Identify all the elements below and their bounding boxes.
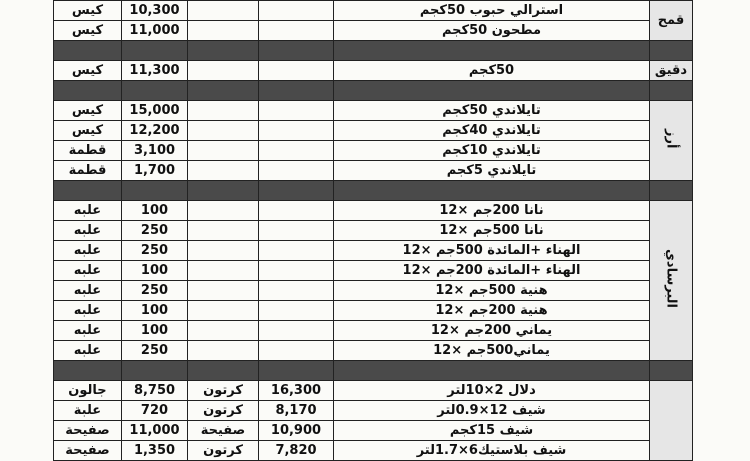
table-row	[54, 21, 693, 41]
separator-cell	[334, 81, 650, 101]
category-label: أرز	[663, 128, 679, 149]
unit-cell: كيس	[54, 101, 122, 121]
price-cell: 1,350	[122, 441, 188, 461]
pack-unit-cell	[188, 221, 259, 241]
pack-price-cell	[259, 301, 334, 321]
pack-unit-cell	[188, 321, 259, 341]
separator-cell	[54, 81, 122, 101]
separator-cell	[122, 361, 188, 381]
item-name-cell: شيف 12×0.9لتر	[334, 401, 650, 421]
pack-price-cell	[259, 1, 334, 21]
pack-unit-cell: كرتون	[188, 441, 259, 461]
unit-cell: علبه	[54, 341, 122, 361]
unit-cell: كيس	[54, 121, 122, 141]
pack-unit-cell	[188, 261, 259, 281]
price-cell: 100	[122, 321, 188, 341]
unit-cell: جالون	[54, 381, 122, 401]
item-name-cell: 50كجم	[334, 61, 650, 81]
unit-cell: قطمة	[54, 141, 122, 161]
pack-price-cell	[259, 101, 334, 121]
table-row	[54, 101, 693, 121]
price-cell: 11,000	[122, 21, 188, 41]
category-label: قمح	[657, 13, 685, 28]
pack-unit-cell	[188, 61, 259, 81]
price-cell: 100	[122, 201, 188, 221]
pack-price-cell	[259, 321, 334, 341]
table-row	[54, 221, 693, 241]
price-table	[53, 0, 693, 461]
group-separator	[54, 81, 693, 101]
pack-unit-cell	[188, 341, 259, 361]
item-name-cell: تايلاندي 5كجم	[334, 161, 650, 181]
pack-price-cell	[259, 201, 334, 221]
pack-price-cell: 16,300	[259, 381, 334, 401]
table-row	[54, 141, 693, 161]
item-name-cell: يماني500جم ×12	[334, 341, 650, 361]
price-cell: 12,200	[122, 121, 188, 141]
category-cell	[650, 61, 693, 81]
price-cell: 250	[122, 281, 188, 301]
pack-unit-cell: كرتون	[188, 381, 259, 401]
category-cell	[650, 201, 693, 361]
group-separator	[54, 361, 693, 381]
unit-cell: علبة	[54, 401, 122, 421]
unit-cell: كيس	[54, 1, 122, 21]
pack-unit-cell	[188, 121, 259, 141]
group-separator	[54, 41, 693, 61]
category-cell	[650, 1, 693, 41]
item-name-cell: نانا 500جم ×12	[334, 221, 650, 241]
unit-cell: علبه	[54, 301, 122, 321]
pack-unit-cell	[188, 201, 259, 221]
table-row	[54, 381, 693, 401]
table-row	[54, 321, 693, 341]
unit-cell: علبه	[54, 321, 122, 341]
table-row	[54, 121, 693, 141]
table-row	[54, 301, 693, 321]
price-list-sheet	[60, 0, 693, 458]
price-cell: 3,100	[122, 141, 188, 161]
unit-cell: علبه	[54, 221, 122, 241]
item-name-cell: هنية 500جم ×12	[334, 281, 650, 301]
separator-cell	[54, 181, 122, 201]
separator-cell	[650, 181, 693, 201]
table-row	[54, 61, 693, 81]
unit-cell: علبه	[54, 281, 122, 301]
item-name-cell: الهناء +المائدة 200جم ×12	[334, 261, 650, 281]
pack-unit-cell	[188, 281, 259, 301]
price-cell: 10,300	[122, 1, 188, 21]
pack-price-cell	[259, 161, 334, 181]
price-cell: 100	[122, 301, 188, 321]
price-cell: 250	[122, 241, 188, 261]
category-cell	[650, 101, 693, 181]
separator-cell	[650, 361, 693, 381]
pack-unit-cell	[188, 21, 259, 41]
item-name-cell: هنية 200جم ×12	[334, 301, 650, 321]
category-label: دقيق	[654, 63, 688, 78]
pack-price-cell	[259, 341, 334, 361]
separator-cell	[259, 41, 334, 61]
unit-cell: كيس	[54, 61, 122, 81]
pack-price-cell: 10,900	[259, 421, 334, 441]
separator-cell	[650, 41, 693, 61]
pack-unit-cell	[188, 301, 259, 321]
price-cell: 11,300	[122, 61, 188, 81]
table-row	[54, 281, 693, 301]
price-cell: 250	[122, 341, 188, 361]
table-row	[54, 421, 693, 441]
unit-cell: صفيحة	[54, 421, 122, 441]
table-row	[54, 241, 693, 261]
pack-unit-cell: صفيحة	[188, 421, 259, 441]
separator-cell	[54, 41, 122, 61]
item-name-cell: استرالي حبوب 50كجم	[334, 1, 650, 21]
group-separator	[54, 181, 693, 201]
table-row	[54, 441, 693, 461]
separator-cell	[188, 181, 259, 201]
pack-price-cell	[259, 121, 334, 141]
pack-unit-cell	[188, 101, 259, 121]
separator-cell	[188, 361, 259, 381]
separator-cell	[334, 41, 650, 61]
price-cell: 100	[122, 261, 188, 281]
item-name-cell: تايلاندي 50كجم	[334, 101, 650, 121]
pack-price-cell	[259, 61, 334, 81]
item-name-cell: دلال 2×10لتر	[334, 381, 650, 401]
pack-unit-cell	[188, 161, 259, 181]
separator-cell	[122, 41, 188, 61]
table-row	[54, 201, 693, 221]
separator-cell	[259, 81, 334, 101]
separator-cell	[122, 81, 188, 101]
table-row	[54, 261, 693, 281]
separator-cell	[334, 361, 650, 381]
price-cell: 8,750	[122, 381, 188, 401]
pack-unit-cell	[188, 1, 259, 21]
price-cell: 15,000	[122, 101, 188, 121]
pack-price-cell: 8,170	[259, 401, 334, 421]
item-name-cell: مطحون 50كجم	[334, 21, 650, 41]
price-cell: 720	[122, 401, 188, 421]
separator-cell	[259, 361, 334, 381]
table-row	[54, 1, 693, 21]
item-name-cell: تايلاندي 40كجم	[334, 121, 650, 141]
item-name-cell: شيف 15كجم	[334, 421, 650, 441]
category-label: البرسادي	[663, 249, 679, 308]
pack-unit-cell	[188, 141, 259, 161]
item-name-cell: نانا 200جم ×12	[334, 201, 650, 221]
unit-cell: صفيحة	[54, 441, 122, 461]
unit-cell: علبه	[54, 261, 122, 281]
pack-price-cell	[259, 241, 334, 261]
item-name-cell: يماني 200جم ×12	[334, 321, 650, 341]
separator-cell	[334, 181, 650, 201]
item-name-cell: شيف بلاستيك6×1.7لتر	[334, 441, 650, 461]
separator-cell	[650, 81, 693, 101]
unit-cell: كيس	[54, 21, 122, 41]
separator-cell	[188, 41, 259, 61]
table-row	[54, 401, 693, 421]
price-cell: 11,000	[122, 421, 188, 441]
pack-price-cell	[259, 221, 334, 241]
separator-cell	[54, 361, 122, 381]
separator-cell	[122, 181, 188, 201]
price-cell: 1,700	[122, 161, 188, 181]
table-row	[54, 341, 693, 361]
pack-price-cell	[259, 261, 334, 281]
pack-unit-cell: كرتون	[188, 401, 259, 421]
item-name-cell: الهناء +المائدة 500جم ×12	[334, 241, 650, 261]
unit-cell: علبه	[54, 201, 122, 221]
pack-price-cell	[259, 281, 334, 301]
price-cell: 250	[122, 221, 188, 241]
unit-cell: قطمة	[54, 161, 122, 181]
pack-price-cell	[259, 21, 334, 41]
item-name-cell: تايلاندي 10كجم	[334, 141, 650, 161]
separator-cell	[259, 181, 334, 201]
unit-cell: علبه	[54, 241, 122, 261]
pack-price-cell: 7,820	[259, 441, 334, 461]
pack-price-cell	[259, 141, 334, 161]
separator-cell	[188, 81, 259, 101]
pack-unit-cell	[188, 241, 259, 261]
table-row	[54, 161, 693, 181]
category-cell	[650, 381, 693, 461]
